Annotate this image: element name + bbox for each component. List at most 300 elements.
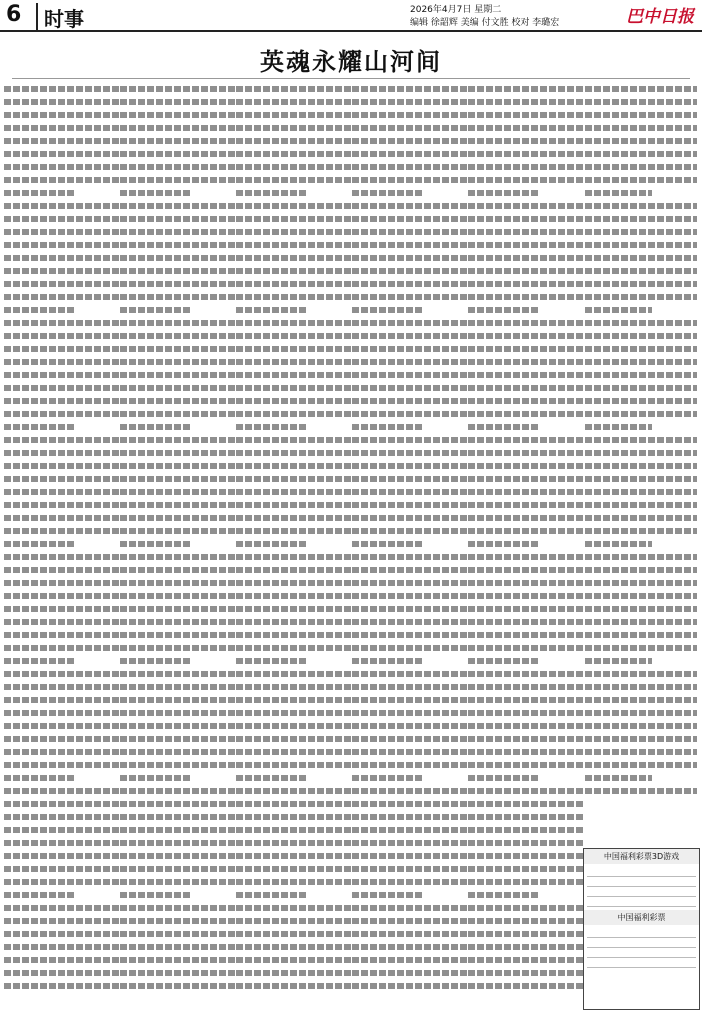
text-line xyxy=(236,853,352,859)
text-line xyxy=(585,112,697,118)
text-line xyxy=(585,437,697,443)
text-line xyxy=(120,411,236,417)
text-line xyxy=(468,489,584,495)
text-line xyxy=(468,99,584,105)
text-line xyxy=(352,866,468,872)
text-line xyxy=(585,411,697,417)
text-line xyxy=(120,788,236,794)
text-line xyxy=(236,528,352,534)
text-line xyxy=(352,424,422,430)
text-line xyxy=(4,229,120,235)
text-line xyxy=(4,528,120,534)
text-line xyxy=(4,359,120,365)
text-line xyxy=(468,658,538,664)
text-line xyxy=(4,138,120,144)
text-line xyxy=(4,268,120,274)
text-line xyxy=(585,554,697,560)
text-line xyxy=(468,957,584,963)
text-line xyxy=(236,255,352,261)
text-line xyxy=(236,164,352,170)
text-line xyxy=(585,775,652,781)
text-line xyxy=(468,437,584,443)
text-line xyxy=(585,229,697,235)
text-line xyxy=(585,359,697,365)
text-line xyxy=(585,619,697,625)
text-line xyxy=(236,905,352,911)
text-line xyxy=(120,554,236,560)
text-line xyxy=(120,242,236,248)
text-line xyxy=(352,710,468,716)
text-line xyxy=(468,177,584,183)
text-line xyxy=(468,86,584,92)
text-line xyxy=(468,216,584,222)
text-line xyxy=(120,645,236,651)
paper-logo: 巴中日报 xyxy=(626,7,694,27)
text-line xyxy=(120,320,236,326)
text-line xyxy=(4,203,120,209)
text-line xyxy=(468,827,584,833)
text-line xyxy=(120,268,236,274)
text-line xyxy=(4,918,120,924)
text-line xyxy=(585,593,697,599)
text-line xyxy=(236,203,352,209)
text-line xyxy=(236,788,352,794)
text-line xyxy=(120,164,236,170)
text-line xyxy=(120,749,236,755)
text-line xyxy=(120,437,236,443)
text-line xyxy=(236,242,352,248)
text-line xyxy=(468,840,584,846)
text-line xyxy=(585,138,697,144)
text-line xyxy=(4,164,120,170)
text-line xyxy=(236,749,352,755)
text-line xyxy=(4,684,120,690)
text-line xyxy=(585,580,697,586)
text-line xyxy=(352,554,468,560)
text-line xyxy=(352,619,468,625)
text-line xyxy=(468,268,584,274)
text-line xyxy=(4,944,120,950)
text-line xyxy=(4,931,120,937)
text-line xyxy=(4,86,120,92)
text-line xyxy=(120,476,236,482)
text-line xyxy=(236,866,352,872)
text-line xyxy=(120,671,236,677)
text-line xyxy=(120,866,236,872)
text-line xyxy=(352,658,422,664)
text-line xyxy=(352,359,468,365)
text-line xyxy=(352,918,468,924)
text-line xyxy=(468,671,584,677)
text-line xyxy=(352,281,468,287)
page-number: 6 xyxy=(6,2,22,27)
text-line xyxy=(4,645,120,651)
text-line xyxy=(4,840,120,846)
text-line xyxy=(120,658,190,664)
text-line xyxy=(352,827,468,833)
text-line xyxy=(4,905,120,911)
text-line xyxy=(352,229,468,235)
text-line xyxy=(4,970,120,976)
text-line xyxy=(352,320,468,326)
text-line xyxy=(352,957,468,963)
text-line xyxy=(468,580,584,586)
section-name: 时事 xyxy=(36,3,84,32)
page-header xyxy=(0,0,702,32)
text-line xyxy=(236,736,352,742)
text-line xyxy=(236,606,352,612)
text-line xyxy=(468,723,584,729)
text-line xyxy=(236,684,352,690)
text-line xyxy=(4,450,120,456)
text-line xyxy=(468,788,584,794)
text-line xyxy=(468,151,584,157)
text-line xyxy=(236,879,352,885)
text-line xyxy=(4,762,120,768)
text-line xyxy=(4,489,120,495)
text-line xyxy=(468,112,584,118)
text-line xyxy=(120,190,190,196)
text-line xyxy=(120,255,236,261)
article-column xyxy=(352,86,468,1006)
text-line xyxy=(585,307,652,313)
text-line xyxy=(236,723,352,729)
article-column xyxy=(585,86,697,806)
text-line xyxy=(352,307,422,313)
text-line xyxy=(120,944,236,950)
text-line xyxy=(120,983,236,989)
text-line xyxy=(585,476,697,482)
text-line xyxy=(352,749,468,755)
text-line xyxy=(468,320,584,326)
text-line xyxy=(468,294,584,300)
text-line xyxy=(585,489,697,495)
text-line xyxy=(236,983,352,989)
text-line xyxy=(468,749,584,755)
text-line xyxy=(468,515,584,521)
text-line xyxy=(585,294,697,300)
text-line xyxy=(236,229,352,235)
text-line xyxy=(352,528,468,534)
text-line xyxy=(4,307,74,313)
text-line xyxy=(120,541,190,547)
text-line xyxy=(352,203,468,209)
text-line xyxy=(585,424,652,430)
text-line xyxy=(468,242,584,248)
text-line xyxy=(4,866,120,872)
text-line xyxy=(585,320,697,326)
text-line xyxy=(468,944,584,950)
text-line xyxy=(4,814,120,820)
text-line xyxy=(4,580,120,586)
text-line xyxy=(468,281,584,287)
text-line xyxy=(4,281,120,287)
text-line xyxy=(585,385,697,391)
text-line xyxy=(468,307,538,313)
text-line xyxy=(236,320,352,326)
text-line xyxy=(468,333,584,339)
text-line xyxy=(352,606,468,612)
text-line xyxy=(4,476,120,482)
text-line xyxy=(468,866,584,872)
text-line xyxy=(468,385,584,391)
text-line xyxy=(585,749,697,755)
text-line xyxy=(468,255,584,261)
text-line xyxy=(120,346,236,352)
text-line xyxy=(236,541,306,547)
text-line xyxy=(352,580,468,586)
text-line xyxy=(4,671,120,677)
text-line xyxy=(120,905,236,911)
article-column xyxy=(120,86,236,1006)
text-line xyxy=(468,762,584,768)
text-line xyxy=(236,697,352,703)
text-line xyxy=(468,632,584,638)
text-line xyxy=(120,593,236,599)
text-line xyxy=(585,606,697,612)
text-line xyxy=(236,892,306,898)
text-line xyxy=(585,645,697,651)
text-line xyxy=(352,268,468,274)
text-line xyxy=(120,892,190,898)
text-line xyxy=(120,86,236,92)
text-line xyxy=(352,541,422,547)
text-line xyxy=(4,827,120,833)
text-line xyxy=(236,801,352,807)
text-line xyxy=(468,892,538,898)
text-line xyxy=(236,710,352,716)
text-line xyxy=(4,424,74,430)
text-line xyxy=(236,489,352,495)
text-line xyxy=(120,203,236,209)
text-line xyxy=(352,476,468,482)
text-line xyxy=(352,242,468,248)
text-line xyxy=(352,892,422,898)
text-line xyxy=(352,450,468,456)
text-line xyxy=(236,762,352,768)
text-line xyxy=(4,125,120,131)
text-line xyxy=(120,359,236,365)
text-line xyxy=(236,112,352,118)
text-line xyxy=(4,346,120,352)
text-line xyxy=(120,957,236,963)
text-line xyxy=(120,333,236,339)
text-line xyxy=(4,463,120,469)
text-line xyxy=(468,398,584,404)
text-line xyxy=(120,151,236,157)
text-line xyxy=(236,385,352,391)
text-line xyxy=(585,203,697,209)
text-line xyxy=(236,86,352,92)
text-line xyxy=(120,606,236,612)
text-line xyxy=(468,502,584,508)
text-line xyxy=(352,970,468,976)
text-line xyxy=(236,450,352,456)
text-line xyxy=(585,788,697,794)
text-line xyxy=(585,216,697,222)
text-line xyxy=(120,294,236,300)
text-line xyxy=(120,138,236,144)
text-line xyxy=(236,827,352,833)
text-line xyxy=(236,944,352,950)
text-line xyxy=(236,398,352,404)
text-line xyxy=(468,190,538,196)
text-line xyxy=(352,775,422,781)
text-line xyxy=(4,658,74,664)
text-line xyxy=(468,931,584,937)
text-line xyxy=(4,385,120,391)
text-line xyxy=(352,190,422,196)
text-line xyxy=(468,424,538,430)
text-line xyxy=(352,138,468,144)
text-line xyxy=(585,125,697,131)
text-line xyxy=(352,372,468,378)
text-line xyxy=(468,606,584,612)
text-line xyxy=(120,684,236,690)
text-line xyxy=(236,463,352,469)
text-line xyxy=(4,749,120,755)
text-line xyxy=(352,801,468,807)
text-line xyxy=(236,138,352,144)
text-line xyxy=(352,671,468,677)
text-line xyxy=(4,736,120,742)
text-line xyxy=(236,216,352,222)
text-line xyxy=(352,177,468,183)
text-line xyxy=(352,879,468,885)
text-line xyxy=(352,151,468,157)
article-title: 英魂永耀山河间 xyxy=(260,47,442,76)
text-line xyxy=(120,424,190,430)
text-line xyxy=(468,476,584,482)
text-line xyxy=(468,697,584,703)
text-line xyxy=(468,918,584,924)
text-line xyxy=(4,177,120,183)
lottery-table xyxy=(587,867,696,907)
text-line xyxy=(120,125,236,131)
text-line xyxy=(120,827,236,833)
text-line xyxy=(4,151,120,157)
text-line xyxy=(585,268,697,274)
text-line xyxy=(4,801,120,807)
text-line xyxy=(352,125,468,131)
text-line xyxy=(120,112,236,118)
text-line xyxy=(120,775,190,781)
text-line xyxy=(468,372,584,378)
issue-date: 2026年4月7日 星期二 xyxy=(410,5,502,15)
text-line xyxy=(352,411,468,417)
text-line xyxy=(236,359,352,365)
text-line xyxy=(468,359,584,365)
text-line xyxy=(352,398,468,404)
text-line xyxy=(352,515,468,521)
text-line xyxy=(4,957,120,963)
text-line xyxy=(585,346,697,352)
text-line xyxy=(120,697,236,703)
text-line xyxy=(120,814,236,820)
text-line xyxy=(4,593,120,599)
text-line xyxy=(120,632,236,638)
text-line xyxy=(4,112,120,118)
text-line xyxy=(4,294,120,300)
text-line xyxy=(4,515,120,521)
text-line xyxy=(236,554,352,560)
text-line xyxy=(352,723,468,729)
text-line xyxy=(120,580,236,586)
text-line xyxy=(120,762,236,768)
text-line xyxy=(468,684,584,690)
text-line xyxy=(236,840,352,846)
text-line xyxy=(585,723,697,729)
text-line xyxy=(236,814,352,820)
text-line xyxy=(585,671,697,677)
text-line xyxy=(4,879,120,885)
text-line xyxy=(4,333,120,339)
text-line xyxy=(352,762,468,768)
text-line xyxy=(585,86,697,92)
text-line xyxy=(468,814,584,820)
text-line xyxy=(585,697,697,703)
lottery-table xyxy=(587,928,696,968)
lottery-title: 中国福利彩票3D游戏 xyxy=(584,849,699,864)
text-line xyxy=(236,632,352,638)
text-line xyxy=(585,255,697,261)
text-line xyxy=(352,853,468,859)
text-line xyxy=(352,931,468,937)
text-line xyxy=(120,801,236,807)
text-line xyxy=(468,411,584,417)
text-line xyxy=(4,697,120,703)
text-line xyxy=(352,567,468,573)
text-line xyxy=(585,463,697,469)
text-line xyxy=(585,528,697,534)
text-line xyxy=(352,814,468,820)
editors: 编辑 徐韶辉 美编 付文胜 校对 李璐宏 xyxy=(410,18,560,28)
text-line xyxy=(352,294,468,300)
text-line xyxy=(120,619,236,625)
text-line xyxy=(236,515,352,521)
text-line xyxy=(352,164,468,170)
text-line xyxy=(585,762,697,768)
text-line xyxy=(236,970,352,976)
text-line xyxy=(468,619,584,625)
text-line xyxy=(352,944,468,950)
text-line xyxy=(4,411,120,417)
text-line xyxy=(236,593,352,599)
text-line xyxy=(120,528,236,534)
text-line xyxy=(468,645,584,651)
text-line xyxy=(352,86,468,92)
text-line xyxy=(236,502,352,508)
text-line xyxy=(120,216,236,222)
text-line xyxy=(236,645,352,651)
text-line xyxy=(4,788,120,794)
text-line xyxy=(236,177,352,183)
text-line xyxy=(236,580,352,586)
text-line xyxy=(120,229,236,235)
text-line xyxy=(352,99,468,105)
article-column xyxy=(236,86,352,1006)
text-line xyxy=(236,619,352,625)
text-line xyxy=(120,931,236,937)
text-line xyxy=(4,216,120,222)
text-line xyxy=(585,164,697,170)
text-line xyxy=(4,983,120,989)
text-line xyxy=(120,463,236,469)
text-line xyxy=(236,99,352,105)
text-line xyxy=(236,268,352,274)
text-line xyxy=(120,281,236,287)
text-line xyxy=(120,918,236,924)
